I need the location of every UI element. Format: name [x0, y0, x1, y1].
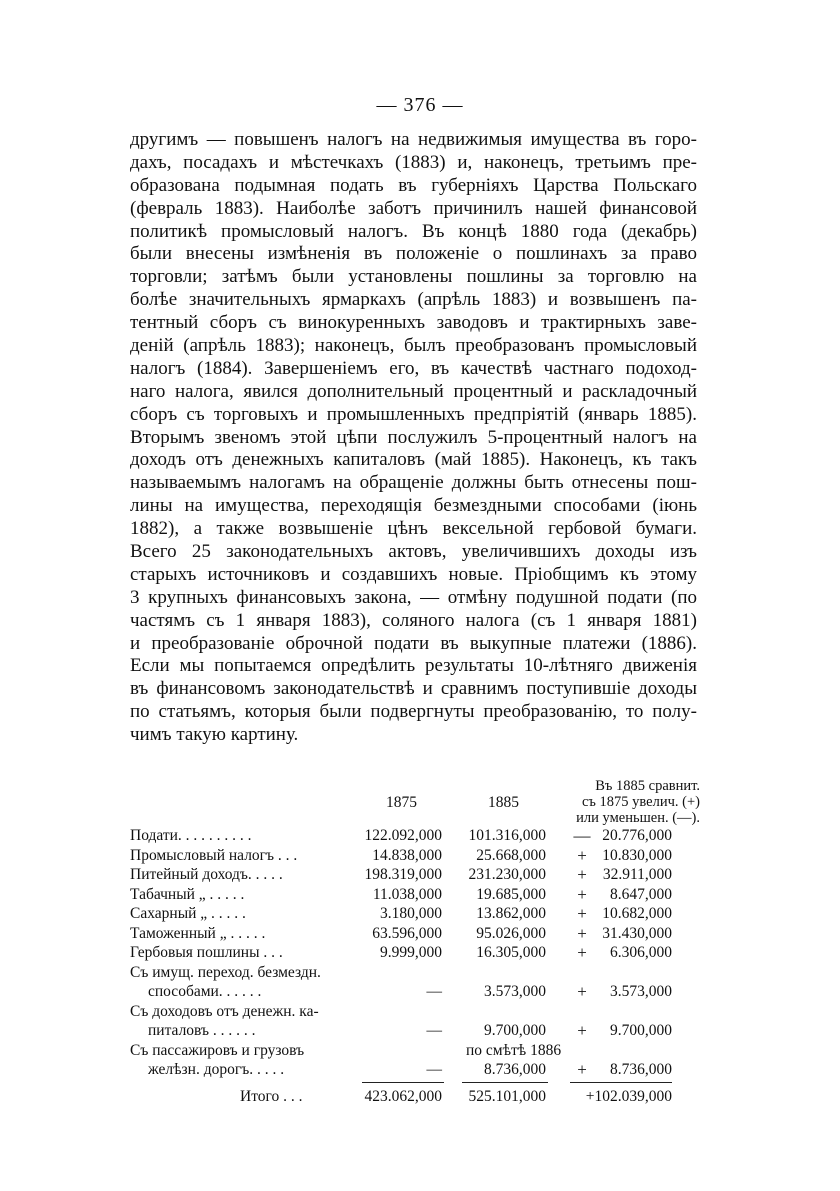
text-line: болѣе значительныхъ ярмаркахъ (апрѣль 1883) и возвышенъ па-: [130, 289, 697, 311]
value-change: 32.911,000: [602, 866, 672, 883]
row-label-line: Съ доходовъ отъ денежн. ка-: [130, 1002, 319, 1020]
value-1875: 63.596,000: [372, 924, 442, 942]
value-1875: 3.180,000: [380, 905, 442, 922]
row-label-line: Съ имущ. переход. безмездн.: [130, 963, 321, 981]
text-line: деній (апрѣль 1883); наконецъ, былъ преобразованъ промысловый: [130, 335, 697, 357]
change-sign: +: [577, 943, 587, 962]
value-change: 31.430,000: [602, 924, 672, 942]
change-sign: +: [577, 923, 587, 943]
text-line: лины на имущества, переходящія безмездными способами (іюнь: [130, 495, 697, 517]
row-label: Промысловый налогъ . . .: [130, 846, 298, 864]
value-1885: 16.305,000: [476, 944, 546, 961]
page-number: — 376 —: [376, 94, 464, 116]
text-line: сборъ съ торговыхъ и промышленныхъ предпріятій (январь 1885).: [130, 403, 697, 425]
row-label: [130, 1041, 348, 1080]
change-sign: +: [577, 845, 587, 865]
total-label: Итого . . .: [240, 1087, 303, 1105]
value-1875: 14.838,000: [372, 846, 442, 864]
table-row: [130, 943, 700, 963]
row-label: Таможенный „ . . . . .: [130, 924, 266, 942]
value-1885: 25.668,000: [476, 846, 546, 864]
text-line: другимъ — повышенъ налогъ на недвижимыя имущества въ горо-: [130, 129, 697, 150]
value-1885: 101.316,000: [468, 827, 546, 844]
value-1885: 231.230,000: [468, 866, 546, 883]
row-label-line: способами. . . . . .: [148, 983, 262, 1000]
row-label: Питейный доходъ. . . . .: [130, 866, 283, 883]
row-label: Подати. . . . . . . . . .: [130, 827, 252, 844]
value-1875: 11.038,000: [372, 885, 442, 903]
table-row: [130, 885, 700, 905]
value-1885: 13.862,000: [476, 905, 546, 922]
text-line: были внесены измѣненія въ положеніе о пошлинахъ за право: [130, 243, 697, 265]
change-sign: +: [577, 982, 587, 1001]
comparison-header-line: Въ 1885 сравнит.: [595, 778, 700, 794]
row-label: Сахарный „ . . . . .: [130, 905, 246, 922]
value-1875: 198.319,000: [364, 866, 442, 883]
text-line: Если мы попытаемся опредѣлить результаты 10-лѣтняго движенія: [130, 655, 697, 677]
text-line: называемымъ налогамъ на обращеніе должны быть отнесены пош-: [130, 472, 697, 494]
row-label: [130, 1002, 348, 1041]
text-line: образована подымная подать въ губерніяхъ Царства Польскаго: [130, 174, 697, 196]
value-1875: 9.999,000: [380, 944, 442, 961]
value-1885: 8.736,000: [484, 1061, 546, 1078]
row-label-line: желѣзн. дорогъ. . . . .: [148, 1061, 285, 1078]
rule-line: [362, 1082, 444, 1083]
row-label: [130, 963, 348, 1002]
table-row: [130, 826, 700, 846]
estimate-note: по смѣтѣ 1886: [466, 1041, 562, 1059]
text-line: по статьямъ, которыя были подвергнуты преобразованію, то полу-: [130, 701, 697, 723]
value-change: 10.682,000: [602, 905, 672, 922]
value-1875: 122.092,000: [364, 827, 442, 844]
text-line: Вторымъ звеномъ этой цѣпи послужилъ 5-процентный налогъ на: [130, 426, 697, 448]
value-1875: —: [426, 1022, 442, 1039]
rule-line: [570, 1082, 672, 1083]
row-label-line: питаловъ . . . . . .: [148, 1022, 256, 1039]
value-1875: —: [426, 983, 442, 1000]
comparison-header-line: или уменьшен. (—).: [576, 810, 700, 826]
value-1885: 3.573,000: [484, 983, 546, 1000]
value-1885: 9.700,000: [484, 1022, 546, 1039]
value-1875: —: [426, 1061, 442, 1078]
change-sign: +: [577, 865, 587, 884]
text-line: доходъ отъ денежныхъ капиталовъ (май 1885). Наконецъ, къ такъ: [130, 449, 697, 471]
column-header-comparison: [576, 778, 700, 826]
table-row: [130, 924, 700, 944]
text-line: въ финансовомъ законодательствѣ и сравнимъ поступившіе доходы: [130, 678, 697, 700]
text-line: частямъ съ 1 января 1883), соляного налога (съ 1 января 1881): [130, 609, 697, 631]
table-row: [130, 1002, 700, 1041]
change-sign: +: [577, 904, 587, 923]
comparison-header-line: съ 1875 увелич. (+): [581, 794, 700, 810]
text-line: и преобразованіе оброчной подати въ выкупные платежи (1886).: [130, 632, 697, 654]
row-label: Табачный „ . . . . .: [130, 885, 245, 903]
total-row: [130, 1086, 700, 1108]
text-line: 3 крупныхъ финансовыхъ закона, — отмѣну подушной подати (по: [130, 586, 697, 608]
change-sign: +: [577, 1060, 587, 1079]
table-row: [130, 904, 700, 924]
column-header-1875: 1875: [386, 794, 417, 811]
total-1885: 525.101,000: [468, 1087, 546, 1105]
value-1885: 19.685,000: [476, 885, 546, 903]
text-line: чимъ такую картину.: [130, 724, 299, 746]
table-row: [130, 963, 700, 1002]
value-change: 8.736,000: [610, 1061, 672, 1078]
value-1885: 95.026,000: [476, 924, 546, 942]
text-line: старыхъ источниковъ и создавшихъ новые. Пріобщимъ къ этому: [130, 563, 697, 585]
text-line: дахъ, посадахъ и мѣстечкахъ (1883) и, наконецъ, третьимъ пре-: [130, 151, 697, 173]
value-change: 6.306,000: [610, 944, 672, 961]
text-line: тентный сборъ съ винокуренныхъ заводовъ и трактирныхъ заве-: [130, 312, 697, 334]
change-sign: +: [577, 884, 587, 904]
value-change: 9.700,000: [610, 1022, 672, 1039]
text-line: политикѣ промысловый налогъ. Въ концѣ 1880 года (декабрь): [130, 220, 697, 242]
table-row: [130, 1041, 700, 1080]
value-change: 3.573,000: [610, 983, 672, 1000]
total-1875: 423.062,000: [364, 1087, 442, 1105]
revenue-table: [130, 778, 700, 1108]
table-row: [130, 865, 700, 885]
text-line: торговли; затѣмъ были установлены пошлины за торговлю на: [130, 266, 697, 288]
row-label-line: Съ пассажировъ и грузовъ: [130, 1041, 305, 1059]
text-line: наго налога, явился дополнительный процентный и раскладочный: [130, 380, 697, 402]
table-row: [130, 846, 700, 866]
rule-line: [462, 1082, 548, 1083]
text-line: (февраль 1883). Наиболѣе заботъ причинилъ нашей финансовой: [130, 197, 697, 219]
change-sign: —: [573, 826, 591, 845]
table-header: [130, 778, 700, 826]
text-line: Всего 25 законодательныхъ актовъ, увеличившихъ доходы изъ: [130, 541, 697, 563]
row-label: Гербовыя пошлины . . .: [130, 944, 283, 961]
value-change: 8.647,000: [610, 885, 672, 903]
total-change: +102.039,000: [585, 1087, 672, 1105]
body-paragraph: [130, 129, 697, 747]
text-line: налогъ (1884). Завершеніемъ его, въ качествѣ частнаго подоход-: [130, 357, 697, 379]
value-change: 10.830,000: [602, 846, 672, 864]
text-line: 1882), а также возвышеніе цѣнъ вексельной гербовой бумаги.: [130, 518, 697, 540]
value-change: 20.776,000: [602, 827, 672, 844]
change-sign: +: [577, 1021, 587, 1040]
column-header-1885: 1885: [488, 794, 519, 811]
